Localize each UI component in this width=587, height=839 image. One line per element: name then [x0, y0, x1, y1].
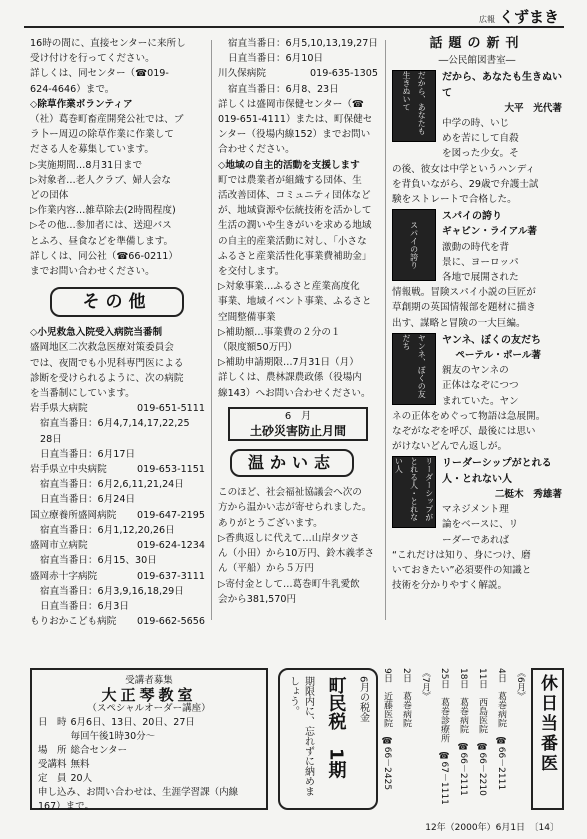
book-title: ヤンネ、ぼくの友だち [442, 334, 541, 346]
class-title: 大正琴教室 [101, 686, 197, 704]
detail-value: 6月6日、13日、20日、27日 [70, 717, 195, 728]
duty-day: 日直当番日：6月3日 [40, 600, 129, 612]
text-line: めを苦にして自殺 [442, 133, 519, 145]
top-rule [24, 26, 564, 28]
text-line: ん（平船）から５万円 [218, 563, 314, 575]
hospital-tel: 019-624-1234 [137, 540, 205, 552]
class-details [38, 716, 199, 786]
text-line: ーダーであれば [442, 534, 510, 546]
text-line: ▷寄付金として…葛巻町牛乳愛飲 [218, 578, 360, 590]
duty-day: 宿直当番日：6月5,10,13,19,27日 [228, 38, 378, 49]
detail-row [38, 730, 199, 744]
text-line: 空間整備事業 [218, 311, 276, 323]
text-line: ん（小田）から10万円、鈴木義孝さ [218, 548, 375, 560]
duty-day: 宿直当番日：6月4,7,14,17,22,25 [40, 418, 190, 430]
detail-row [38, 744, 199, 758]
new-books-title: 話題の新刊 [429, 36, 525, 51]
text-line: 合わせください。 [218, 144, 295, 156]
text-line: なぞがなぞを呼び、最後には思い [392, 426, 536, 438]
holiday-entry: 25日 葛巻診療所 ☎67－1111 [439, 668, 449, 805]
column-divider [211, 40, 212, 620]
text-line: 出す、謀略と冒険の一大巨編。 [392, 317, 526, 329]
text-line: “これだけは知り、身につけ、磨 [392, 549, 531, 561]
new-books-subtitle: ―公民館図書室― [438, 55, 516, 67]
brand: 広報 くずまき [478, 8, 559, 26]
text-line: 診断を受けられるように、次の病院 [30, 372, 184, 384]
duty-day: 宿直当番日：6月8、23日 [228, 83, 339, 95]
book-info [442, 209, 537, 285]
text-line: の後、彼女は中学というハンディ [392, 163, 536, 175]
detail-value: 毎回午後1時30分～ [70, 731, 156, 742]
hospital-tel: 019-635-1305 [310, 68, 378, 80]
text-line: を背負いながら、29歳で弁護士試 [392, 178, 539, 190]
book-author: 大平 光代著 [504, 102, 562, 114]
book-title: リーダーシップがとれる人・とれない人 [442, 458, 552, 485]
text-line: いておきたい”必須要件の知識と [392, 564, 532, 576]
detail-value: 20人 [70, 773, 93, 784]
taishogoto-class-box [30, 668, 268, 810]
detail-key [38, 730, 71, 744]
text-line: 町では農業者が組織する団体、生 [218, 174, 362, 186]
text-line: 親友のヤンネの [442, 365, 509, 377]
hospital-tel: 019-651-5111 [137, 403, 205, 415]
book-info [442, 333, 541, 409]
column-divider [385, 40, 386, 620]
hospital-name: 岩手県立中央病院 [30, 464, 107, 476]
hospital-tel: 019-637-3111 [137, 570, 205, 582]
book-entry [392, 456, 562, 547]
page-footer: 12年（2000年）6月1日 〔14〕 [425, 823, 559, 833]
text-line: 技術を分かりやすく解説。 [392, 580, 508, 592]
text-line: ▷対象者…老人クラブ、婦人会な [30, 174, 171, 186]
tax-note: 期限内に、忘れずに納めましょう。 [287, 676, 314, 796]
hospital-tel: 019-653-1151 [137, 464, 205, 476]
text-line: ▷作業内容…雑草除去(2時間程度) [30, 205, 176, 217]
column-3 [392, 36, 562, 593]
section-heading: ◇地域の自主的活動を支援します [218, 159, 360, 171]
text-line: 624-4646）まで。 [30, 83, 115, 95]
tax-heading: 6月の税金 [357, 676, 369, 723]
hospital-tel: 019-662-5656 [137, 616, 205, 628]
detail-value: 総合センター [70, 745, 128, 756]
detail-row [38, 716, 199, 730]
text-line: 激動の時代を背 [442, 241, 510, 253]
text-line: 草創期の英国情報部を題材に描き [392, 302, 536, 314]
text-line: では、夜間でも小児科専門医による [30, 357, 184, 369]
text-line: が、地域資源や伝統技術を活かして [218, 205, 372, 217]
duty-day: 宿直当番日：6月2,6,11,21,24日 [40, 479, 184, 491]
text-line: 情報戦。冒険スパイ小説の巨匠が [392, 287, 536, 299]
text-line: 正体はなぞにつつ [442, 380, 519, 392]
text-line: 会から381,570円 [218, 593, 297, 605]
text-line: ださる人を募集しています。 [30, 144, 154, 156]
class-note: 申し込み、お問い合わせは、生涯学習課（内線167）まで。 [38, 787, 239, 812]
book-author: 二梃木 秀雄著 [494, 488, 562, 500]
text-line: 019-651-4111）または、町保健セ [218, 114, 373, 126]
duty-day: 日直当番日：6月17日 [40, 448, 136, 460]
book-cover: リーダーシップがとれる人・とれない人 [392, 456, 436, 528]
column-2 [218, 36, 378, 607]
text-line: がけないどんでん返しが。 [392, 441, 508, 453]
section-heading: ◇小児救急入院受入病院当番制 [30, 327, 163, 339]
column-1 [30, 36, 205, 629]
holiday-entry: 2日 葛巻病院 [401, 668, 411, 728]
hospital-name: 国立療養所盛岡病院 [30, 509, 117, 521]
holiday-month: 《6月》 [515, 668, 525, 701]
detail-key: 日 時 [38, 717, 67, 728]
month-label: 6 月 [284, 410, 312, 422]
text-line: （限度額50万円） [218, 342, 298, 354]
hospital-name: 盛岡赤十字病院 [30, 570, 98, 582]
text-line: まれていた。ヤン [442, 395, 519, 407]
duty-day: 宿直当番日：6月3,9,16,18,29日 [40, 585, 184, 597]
holiday-title: 休日当番医 [531, 668, 564, 810]
text-line: 盛岡地区二次救急医療対策委員会 [30, 342, 174, 354]
detail-key: 受講料 [38, 759, 67, 770]
text-line: ▷補助申請期限…7月31日（月） [218, 357, 359, 369]
hospital-row [30, 569, 205, 584]
text-line: ふるさと産業活性化事業費補助金」 [218, 250, 372, 262]
text-line: ▷補助額…事業費の２分の１ [218, 326, 341, 338]
text-line: どの団体 [30, 190, 69, 202]
detail-key: 定 員 [38, 773, 67, 784]
book-entry [392, 70, 562, 161]
book-info [442, 70, 562, 161]
detail-key: 場 所 [38, 745, 67, 756]
book-author: ペーテル・ポール著 [455, 350, 541, 362]
tax-box [278, 668, 378, 810]
book-cover: だから、あなたも生きぬいて [392, 70, 436, 142]
text-line: 詳しくは盛岡市保健センター（☎ [218, 98, 364, 110]
hospital-row [30, 614, 205, 629]
detail-row [38, 758, 199, 772]
warm-banner: 温かい志 [230, 449, 354, 477]
hospital-name: 盛岡市立病院 [30, 540, 88, 552]
holiday-entry: 9日 近藤医院 ☎66－2425 [382, 668, 392, 791]
text-line: 線143）へお問い合わせください。 [218, 387, 371, 399]
book-author: ギャビン・ライアル著 [442, 226, 537, 238]
text-line: を図った少女。そ [442, 148, 519, 160]
holiday-month: 《7月》 [420, 668, 430, 701]
holiday-entry: 18日 葛巻病院 ☎66－2111 [458, 668, 468, 796]
text-line: ありがとうございます。 [218, 517, 323, 529]
text-line: を交付します。 [218, 266, 285, 278]
hospital-name: 川久保病院 [218, 68, 266, 80]
text-line: 論をベースに、リ [442, 519, 519, 531]
disaster-month-box [228, 407, 368, 441]
text-line: 事業、地域イベント事業、ふるさと [218, 296, 372, 308]
text-line: ンター（役場内線152）までお問い [218, 129, 371, 141]
book-entry [392, 209, 562, 285]
text-line: 活改善団体、コミュニティ団体など [218, 190, 371, 202]
book-title: だから、あなたも生きぬいて [442, 72, 562, 99]
holiday-entry: 4日 葛巻病院 ☎66－2111 [496, 668, 506, 791]
text-line: 生活の潤いや生きがいを求める地域 [218, 220, 372, 232]
text-line: ▷香典返しに代えて…山岸タツさ [218, 532, 360, 544]
text-line: までお問い合わせください。 [30, 266, 155, 278]
text-line: （社）葛巻町畜産開発公社では、ブ [30, 114, 184, 126]
book-cover: ヤンネ、ぼくの友だち [392, 333, 436, 405]
duty-day: 宿直当番日：6月15、30日 [40, 555, 157, 567]
section-heading: ◇除草作業ボランティア [30, 98, 133, 110]
duty-day: 宿直当番日：6月1,12,20,26日 [40, 524, 175, 536]
text-line: 詳しくは、農林課農政係（役場内 [218, 372, 362, 384]
text-line: 各地で展開された [442, 272, 519, 284]
tax-name: 町民税 1期 [325, 676, 347, 779]
text-line: 験をストレートで合格した。 [392, 194, 517, 206]
hospital-row [218, 66, 378, 81]
hospital-name: 岩手県大病院 [30, 403, 88, 415]
text-line: の自主的産業活動に対し、「小さな [218, 235, 367, 247]
class-subtitle: （スペシャルオーダー講座） [87, 703, 211, 714]
text-line: 詳しくは、同センター（☎019- [30, 68, 169, 80]
hospital-row [30, 508, 205, 523]
text-line: マネジメント理 [442, 504, 509, 516]
text-line: 16時の間に、直接センターに来所し [30, 38, 186, 49]
recruit-label: 受講者募集 [125, 675, 173, 686]
text-line: ▷実施期間…8月31日まで [30, 159, 143, 171]
hospital-row [30, 462, 205, 477]
book-cover: スパイの誇り [392, 209, 436, 281]
hospital-row [30, 538, 205, 553]
book-title: スパイの誇り [442, 211, 502, 223]
text-line: 景に、ヨーロッパ [442, 256, 519, 268]
hospital-tel: 019-647-2195 [137, 509, 205, 521]
hospital-row [30, 401, 205, 416]
duty-day: 28日 [40, 433, 62, 445]
holiday-doctor-box [382, 668, 564, 810]
duty-day: 日直当番日：6月24日 [40, 494, 136, 506]
text-line: 詳しくは、同公社（☎66-0211） [30, 250, 178, 262]
text-line: ネの正体をめぐって物語は急展開。 [392, 410, 546, 422]
holiday-entry: 11日 西島医院 ☎66－2210 [477, 668, 487, 796]
text-line: 受け付けを行ってください。 [30, 53, 155, 65]
text-line: 方から温かい志が寄せられました。 [218, 502, 372, 514]
hospital-name: もりおかこども病院 [30, 616, 117, 628]
text-line: ▷その他…参加者には、送迎バス [30, 220, 172, 232]
text-line: とふろ、昼食などを準備します。 [30, 235, 174, 247]
text-line: ラ卜ー周辺の除草作業に作業して [30, 129, 174, 141]
text-line: を当番制にしています。 [30, 388, 135, 400]
detail-value: 無料 [70, 759, 90, 770]
book-info [442, 456, 562, 547]
duty-day: 日直当番日：6月10日 [228, 53, 324, 65]
holiday-list [381, 668, 527, 810]
detail-row [38, 772, 199, 786]
text-line: 中学の時、いじ [442, 118, 510, 130]
text-line: ▷対象事業…ふるさと産業高度化 [218, 281, 360, 293]
text-line: このほど、社会福祉協議会へ次の [218, 487, 362, 499]
month-title: 土砂災害防止月間 [249, 424, 346, 439]
sono-banner: その他 [50, 287, 184, 317]
book-entry [392, 333, 562, 409]
